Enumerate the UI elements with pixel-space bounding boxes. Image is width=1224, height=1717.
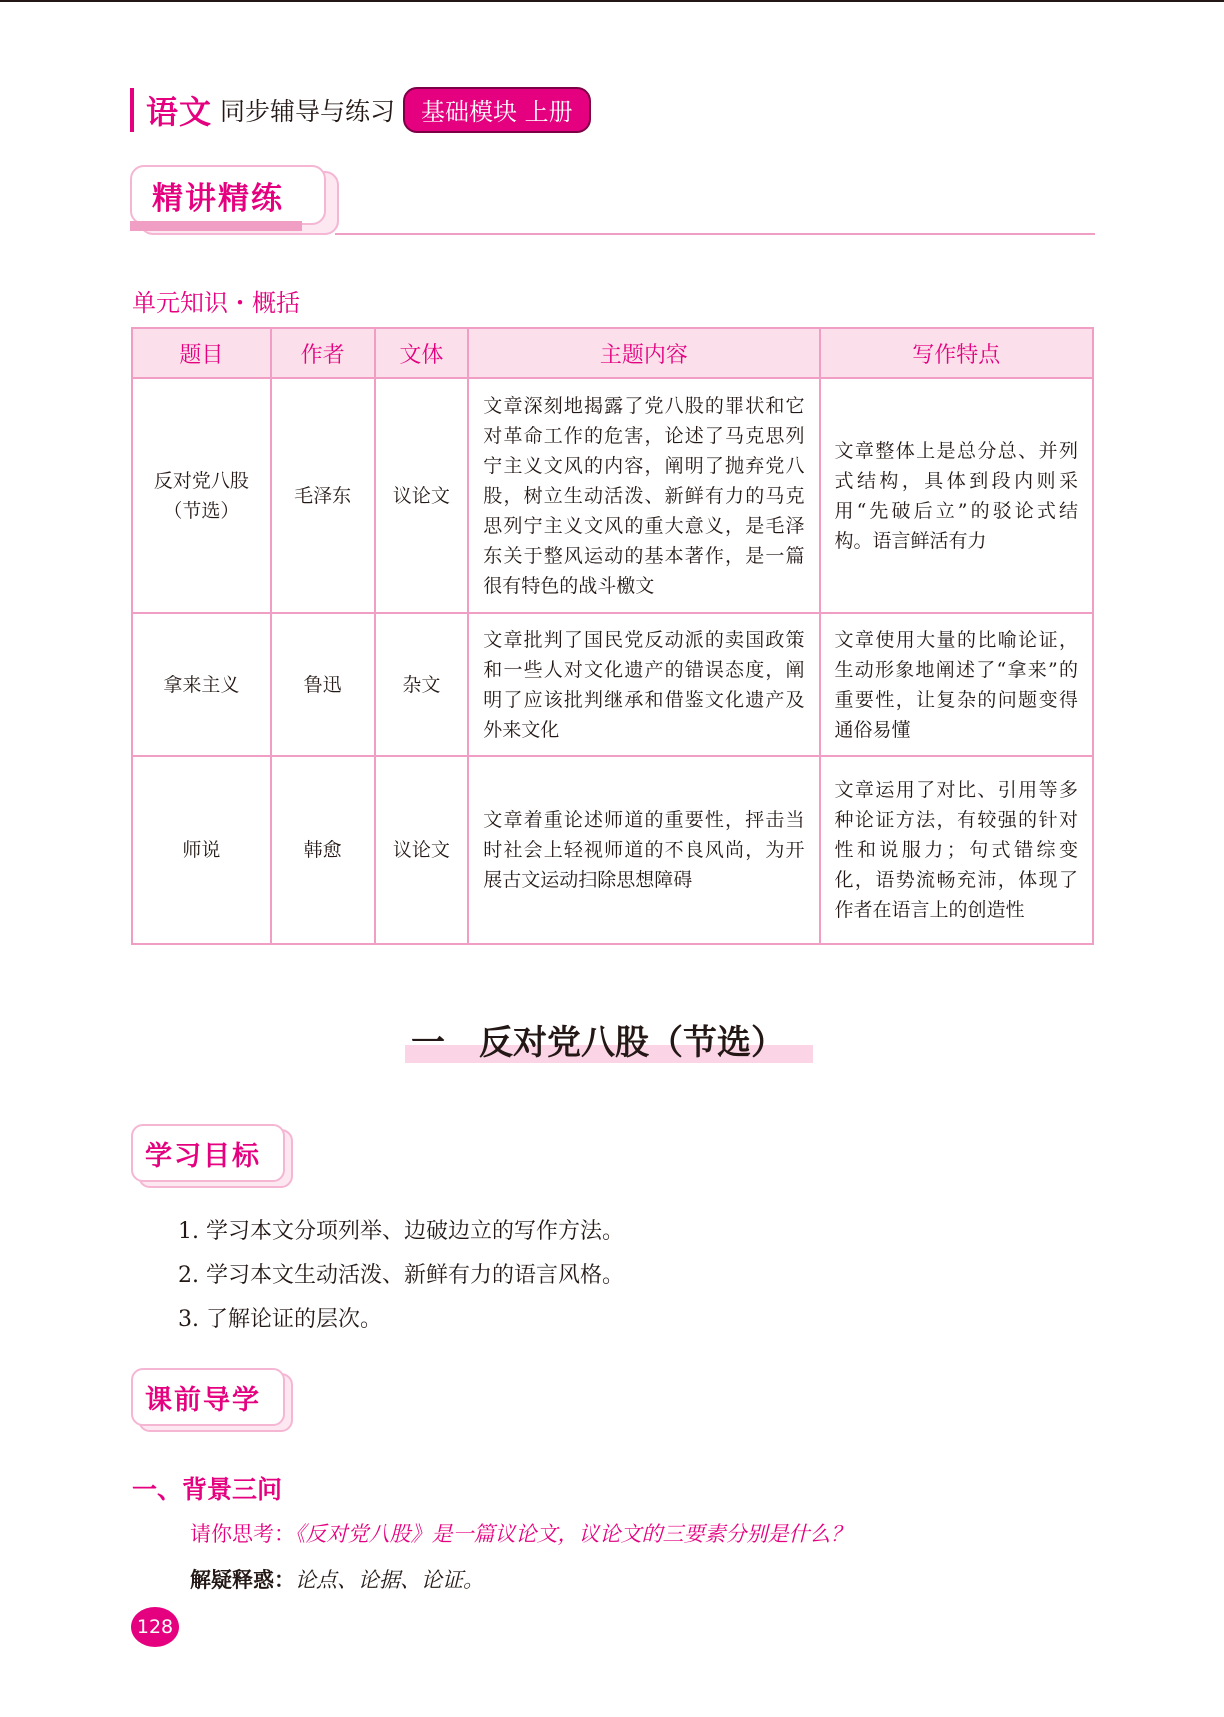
- page-number: 128: [131, 1607, 179, 1647]
- knowledge-table: [131, 327, 1094, 945]
- header-theme: 主题内容: [468, 328, 819, 378]
- cell-genre: 议论文: [375, 378, 469, 613]
- preview-tab: [131, 1368, 291, 1428]
- goals-list: [178, 1210, 624, 1342]
- cell-theme: 文章批判了国民党反动派的卖国政策和一些人对文化遗产的错误态度，阐明了应该批判继承和借鉴文化遗产及外来文化: [468, 613, 819, 756]
- top-rule: [0, 0, 1224, 2]
- question-label: 请你思考：: [190, 1522, 295, 1546]
- answer-label: 解疑释惑：: [190, 1568, 295, 1592]
- header-features: 写作特点: [820, 328, 1094, 378]
- lesson-title-block: [405, 1015, 813, 1065]
- cell-theme: 文章深刻地揭露了党八股的罪状和它对革命工作的危害，论述了马克思列宁主义文风的内容，阐明了抛弃党八股，树立生动活泼、新鲜有力的马克思列宁主义文风的重大意义，是毛泽东关于整风运动的基本著作，是一篇很有特色的战斗檄文: [468, 378, 819, 613]
- cell-genre: 议论文: [375, 756, 469, 944]
- table-header-row: [132, 328, 1093, 378]
- answer-line: [190, 1564, 484, 1594]
- table-row: [132, 756, 1093, 944]
- title-note: （节选）: [163, 499, 240, 522]
- cell-title: 拿来主义: [132, 613, 271, 756]
- header-author: 作者: [271, 328, 375, 378]
- answer-text: 论点、论据、论证。: [295, 1568, 484, 1592]
- tab-underbar: [130, 221, 302, 231]
- running-header: [130, 88, 591, 132]
- header-accent-bar: [130, 88, 134, 132]
- header-module-badge: 基础模块 上册: [403, 87, 591, 133]
- list-item: 3. 了解论证的层次。: [178, 1307, 382, 1332]
- header-genre: 文体: [375, 328, 469, 378]
- cell-features: 文章使用大量的比喻论证，生动形象地阐述了“拿来”的重要性，让复杂的问题变得通俗易懂: [820, 613, 1094, 756]
- section-divider: [335, 233, 1095, 235]
- table-row: [132, 378, 1093, 613]
- list-item: 2. 学习本文生动活泼、新鲜有力的语言风格。: [178, 1263, 624, 1288]
- question-text: 《反对党八股》是一篇议论文，议论文的三要素分别是什么？: [295, 1522, 852, 1546]
- header-title: 题目: [132, 328, 271, 378]
- preview-tab-label: 课前导学: [145, 1385, 261, 1416]
- section-tab-jingjiang: [130, 165, 335, 231]
- lesson-title: 一 反对党八股（节选）: [411, 1023, 785, 1063]
- list-item: 1. 学习本文分项列举、边破边立的写作方法。: [178, 1219, 624, 1244]
- table-row: [132, 613, 1093, 756]
- cell-title: [132, 378, 271, 613]
- cell-theme: 文章着重论述师道的重要性，抨击当时社会上轻视师道的不良风尚，为开展古文运动扫除思想障碍: [468, 756, 819, 944]
- cell-features: 文章运用了对比、引用等多种论证方法，有较强的针对性和说服力；句式错综变化，语势流畅充沛，体现了作者在语言上的创造性: [820, 756, 1094, 944]
- header-book-title: 同步辅导与练习: [220, 97, 396, 126]
- cell-author: 鲁迅: [271, 613, 375, 756]
- question-line: [190, 1518, 852, 1548]
- unit-heading: 单元知识・概括: [132, 289, 300, 317]
- cell-genre: 杂文: [375, 613, 469, 756]
- goals-tab: [131, 1124, 291, 1184]
- cell-author: 韩愈: [271, 756, 375, 944]
- header-subject: 语文: [146, 93, 213, 131]
- goals-tab-label: 学习目标: [145, 1141, 261, 1172]
- title-text: 反对党八股: [153, 469, 249, 492]
- section-tab-label: 精讲精练: [152, 181, 284, 217]
- background-heading: 一、背景三问: [132, 1475, 283, 1504]
- cell-title: 师说: [132, 756, 271, 944]
- cell-features: 文章整体上是总分总、并列式结构，具体到段内则采用“先破后立”的驳论式结构。语言鲜活有力: [820, 378, 1094, 613]
- cell-author: 毛泽东: [271, 378, 375, 613]
